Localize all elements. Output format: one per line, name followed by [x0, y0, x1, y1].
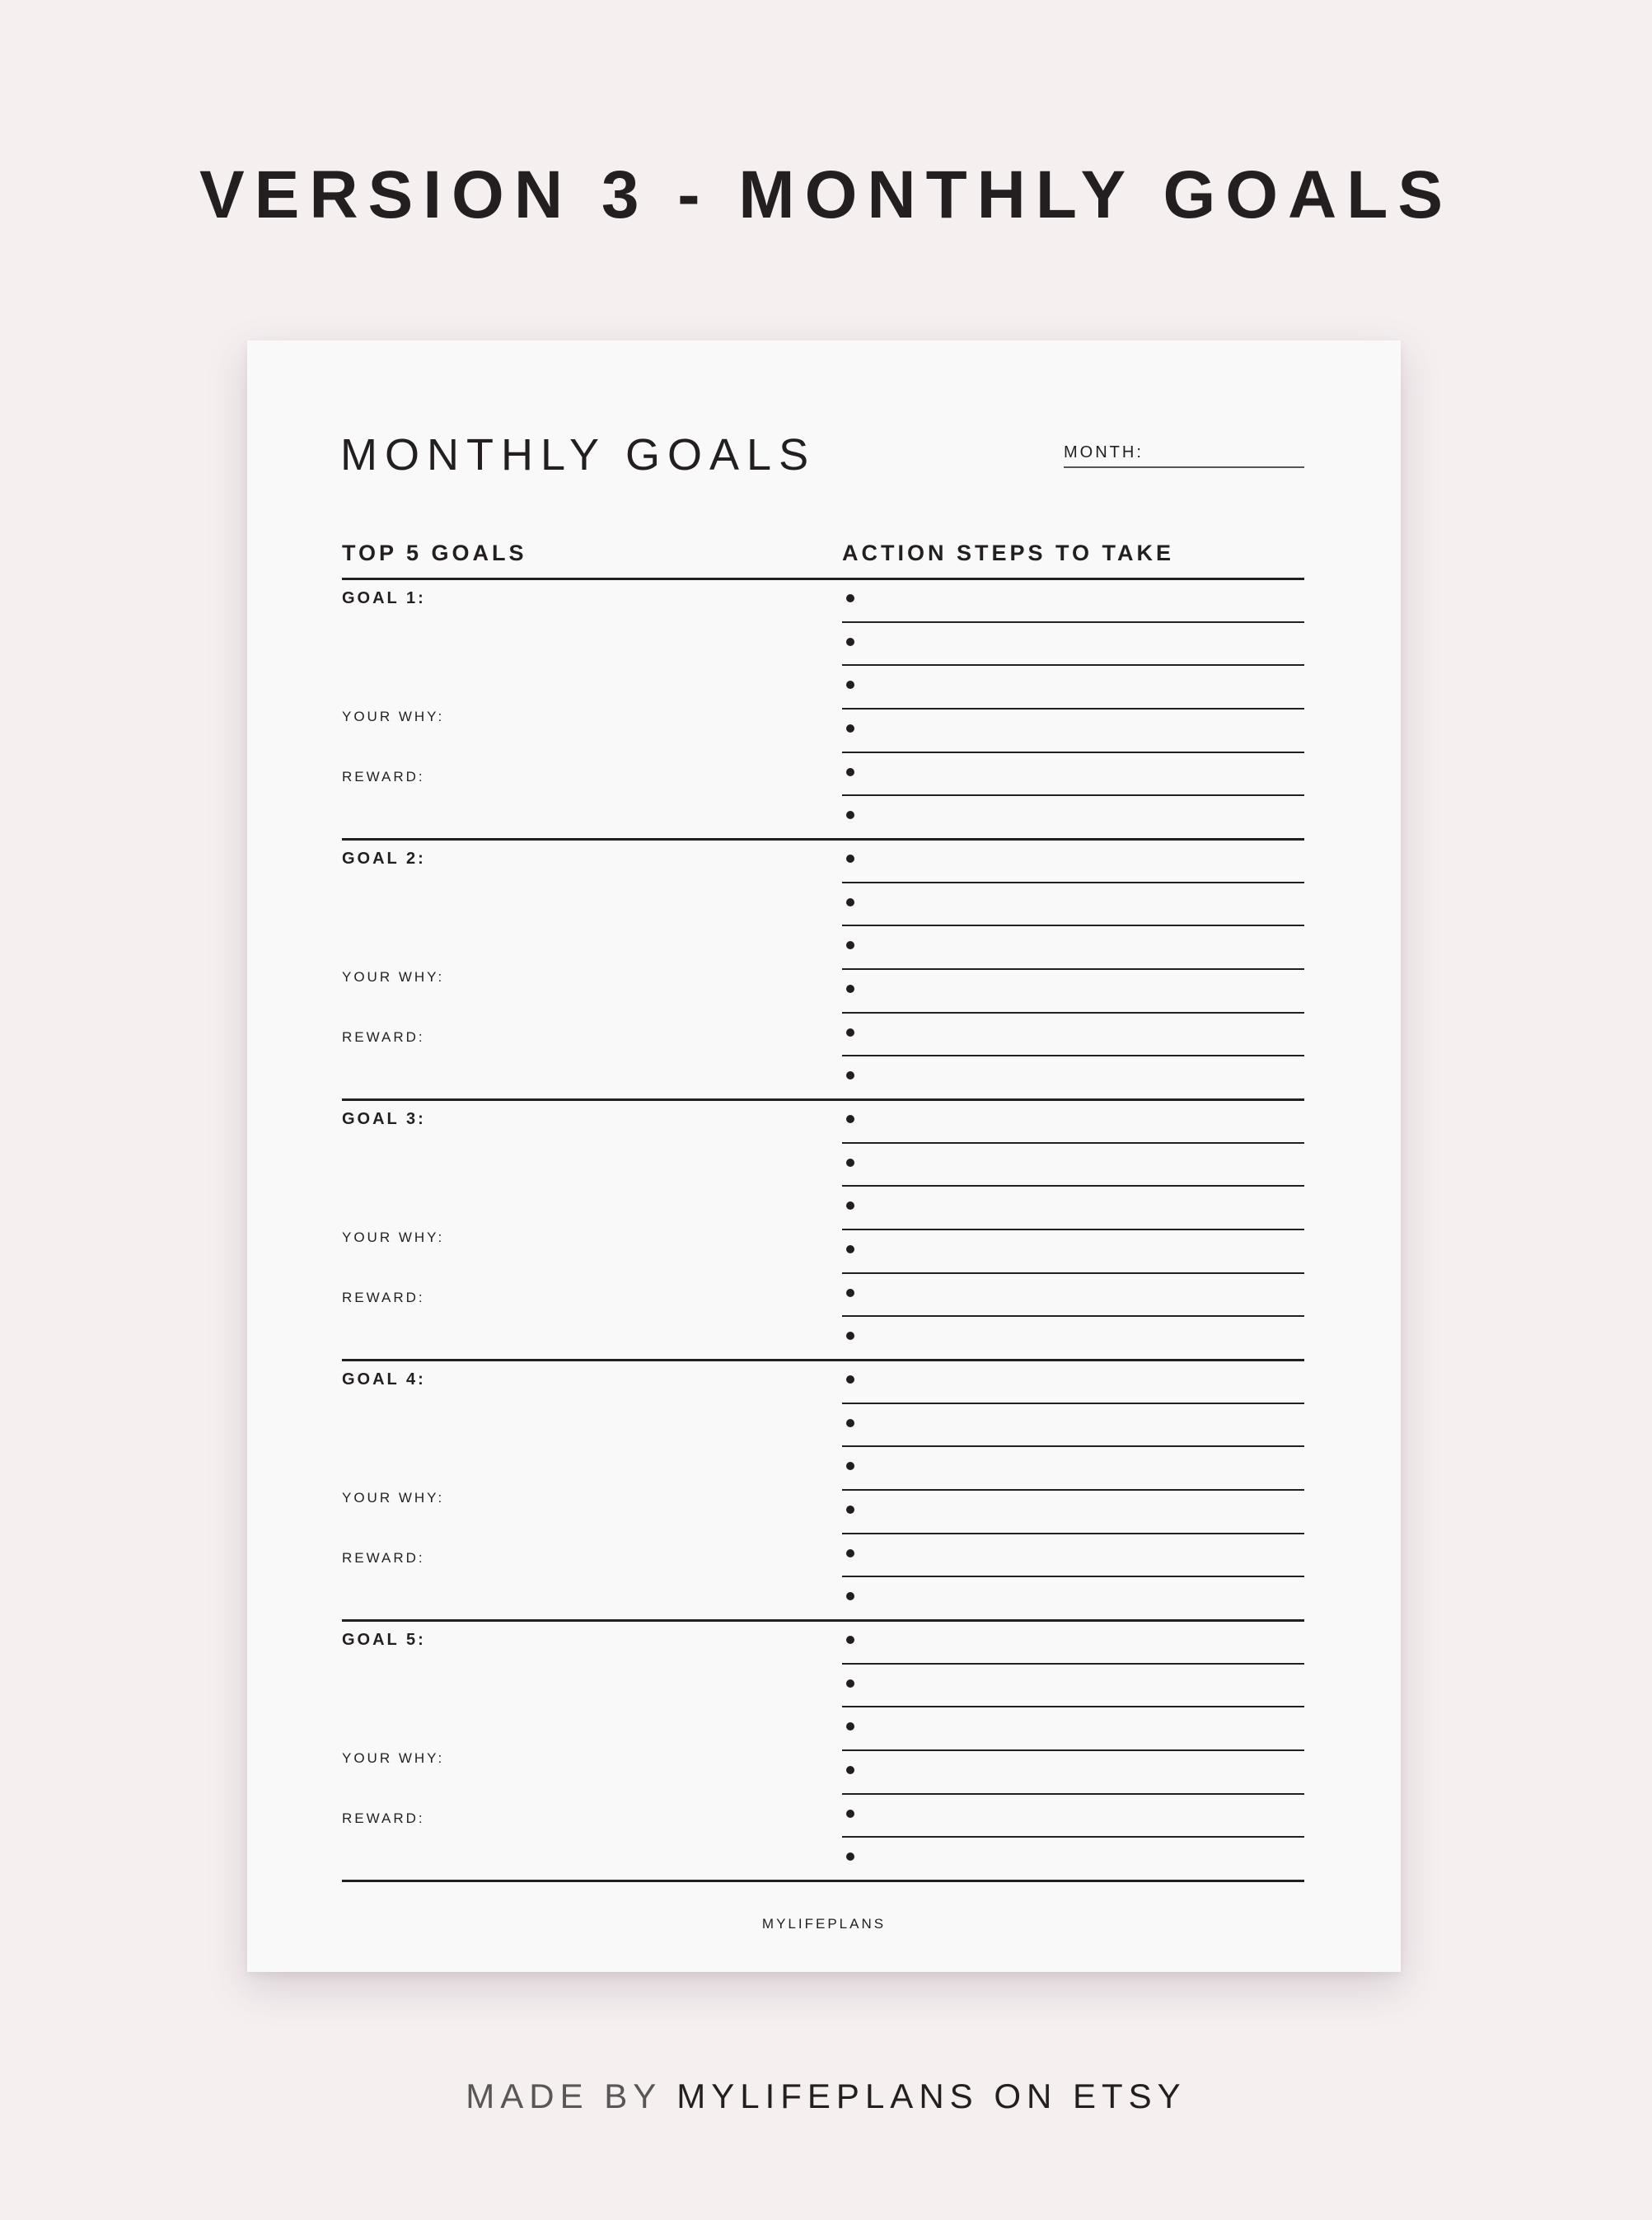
reward-label: REWARD: — [342, 1550, 425, 1566]
action-step-bullet — [846, 1159, 854, 1167]
action-step-bullet — [846, 941, 854, 949]
action-step-bullet — [846, 1679, 854, 1688]
action-step-line[interactable] — [842, 708, 1304, 710]
action-step-bullet — [846, 768, 854, 776]
action-step-bullet — [846, 638, 854, 646]
reward-label: REWARD: — [342, 1290, 425, 1305]
action-step-bullet — [846, 1332, 854, 1340]
goal-label: GOAL 2: — [342, 850, 426, 868]
action-step-line[interactable] — [842, 1055, 1304, 1056]
goals-column-header: TOP 5 GOALS — [342, 541, 527, 565]
planner-sheet — [247, 340, 1401, 1972]
action-step-bullet — [846, 1245, 854, 1253]
action-step-line[interactable] — [842, 752, 1304, 753]
action-step-bullet — [846, 1419, 854, 1427]
your-why-label: YOUR WHY: — [342, 709, 445, 724]
action-step-line[interactable] — [842, 925, 1304, 926]
action-step-line[interactable] — [842, 1315, 1304, 1317]
section-rule — [342, 838, 1304, 841]
action-step-bullet — [846, 1289, 854, 1297]
banner-title: VERSION 3 - MONTHLY GOALS — [199, 157, 1453, 232]
action-step-bullet — [846, 681, 854, 689]
action-step-bullet — [846, 1071, 854, 1080]
section-rule — [342, 1098, 1304, 1101]
reward-label: REWARD: — [342, 769, 425, 784]
action-step-line[interactable] — [842, 1706, 1304, 1707]
action-step-bullet — [846, 1375, 854, 1384]
your-why-label: YOUR WHY: — [342, 1229, 445, 1245]
goal-label: GOAL 5: — [342, 1631, 426, 1649]
action-step-bullet — [846, 1852, 854, 1861]
goal-label: GOAL 4: — [342, 1370, 426, 1389]
sheet-footer: MYLIFEPLANS — [761, 1916, 887, 1932]
goal-label: GOAL 1: — [342, 589, 426, 607]
action-step-bullet — [846, 985, 854, 993]
action-step-bullet — [846, 1636, 854, 1644]
action-step-bullet — [846, 898, 854, 906]
reward-label: REWARD: — [342, 1810, 425, 1826]
credit-line — [0, 2072, 1652, 2121]
action-step-line[interactable] — [842, 1836, 1304, 1838]
action-step-bullet — [846, 594, 854, 602]
sheet-title: MONTHLY GOALS — [340, 430, 817, 480]
action-step-line[interactable] — [842, 968, 1304, 970]
action-step-line[interactable] — [842, 1489, 1304, 1491]
action-step-bullet — [846, 1028, 854, 1037]
action-step-line[interactable] — [842, 621, 1304, 623]
action-step-bullet — [846, 811, 854, 819]
section-rule — [342, 1619, 1304, 1622]
credit-brand: MYLIFEPLANS ON ETSY — [676, 2077, 1186, 2115]
action-step-line[interactable] — [842, 1749, 1304, 1751]
your-why-label: YOUR WHY: — [342, 969, 445, 985]
action-step-line[interactable] — [842, 1403, 1304, 1404]
credit-prefix: MADE BY — [466, 2077, 677, 2115]
action-step-line[interactable] — [842, 1793, 1304, 1795]
action-step-bullet — [846, 1115, 854, 1123]
action-step-bullet — [846, 1549, 854, 1557]
action-step-bullet — [846, 1722, 854, 1731]
action-step-bullet — [846, 1766, 854, 1774]
action-step-line[interactable] — [842, 1445, 1304, 1447]
action-step-line[interactable] — [842, 1229, 1304, 1230]
action-step-line[interactable] — [842, 882, 1304, 883]
your-why-label: YOUR WHY: — [342, 1490, 445, 1506]
action-step-bullet — [846, 724, 854, 733]
section-rule — [342, 578, 1304, 580]
reward-label: REWARD: — [342, 1029, 425, 1045]
action-step-line[interactable] — [842, 1272, 1304, 1274]
goal-label: GOAL 3: — [342, 1110, 426, 1128]
action-step-line[interactable] — [842, 794, 1304, 796]
action-step-line[interactable] — [842, 1012, 1304, 1014]
action-step-bullet — [846, 1810, 854, 1818]
action-step-bullet — [846, 1462, 854, 1470]
month-label: MONTH: — [1064, 443, 1144, 461]
action-step-line[interactable] — [842, 1533, 1304, 1534]
action-steps-column-header: ACTION STEPS TO TAKE — [842, 541, 1175, 565]
action-step-line[interactable] — [842, 1663, 1304, 1665]
month-field[interactable] — [1064, 440, 1304, 468]
action-step-line[interactable] — [842, 664, 1304, 666]
action-step-line[interactable] — [842, 1185, 1304, 1187]
action-step-line[interactable] — [842, 1576, 1304, 1577]
your-why-label: YOUR WHY: — [342, 1750, 445, 1766]
section-rule — [342, 1880, 1304, 1882]
action-step-bullet — [846, 1592, 854, 1600]
action-step-bullet — [846, 1506, 854, 1514]
action-step-bullet — [846, 855, 854, 863]
action-step-line[interactable] — [842, 1142, 1304, 1144]
section-rule — [342, 1359, 1304, 1361]
action-step-bullet — [846, 1201, 854, 1210]
